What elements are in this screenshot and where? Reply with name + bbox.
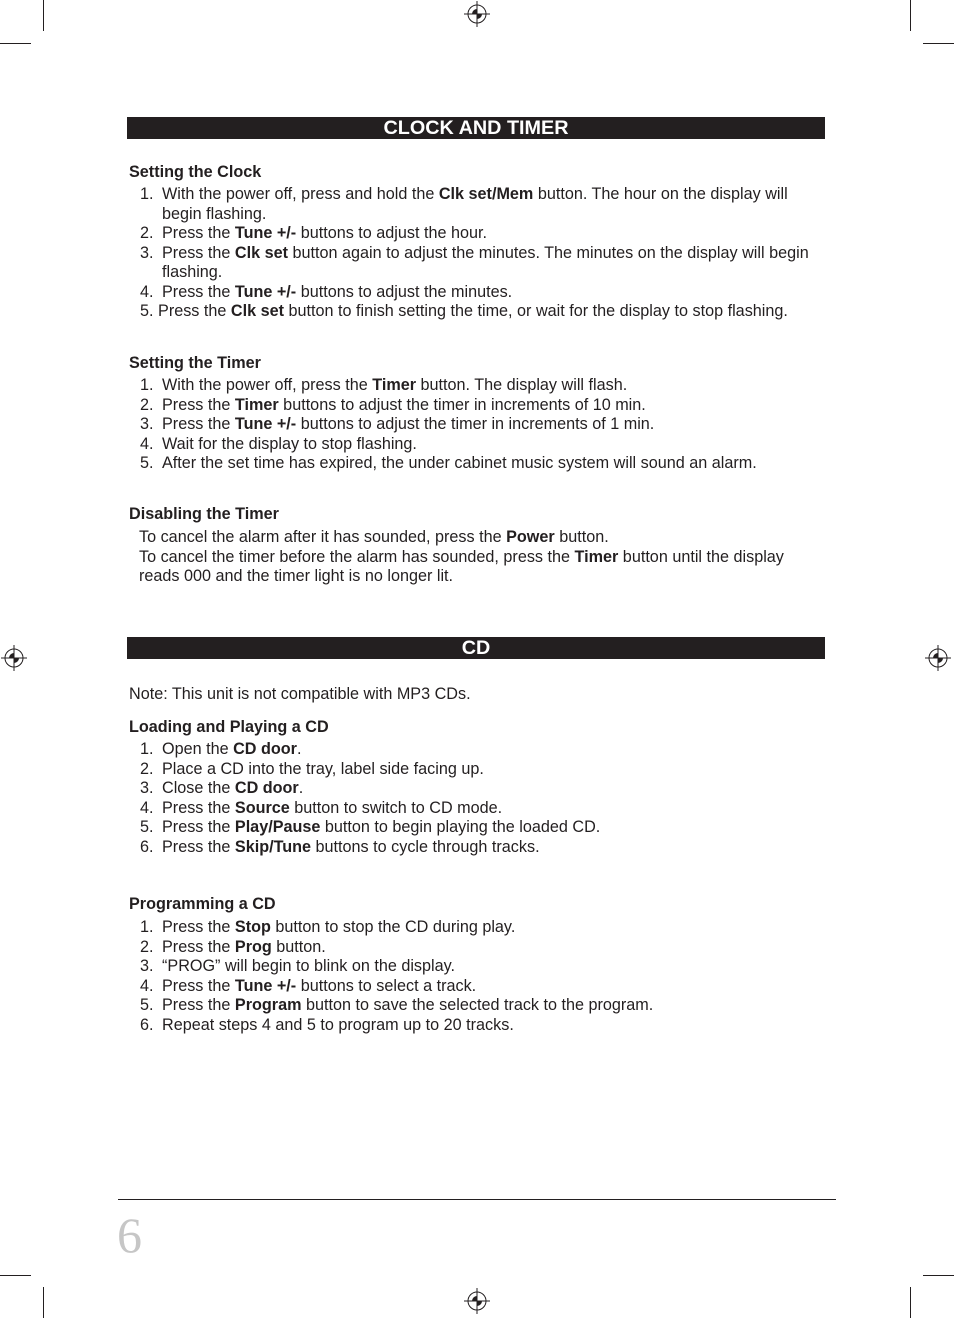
step-text-part: Close the bbox=[162, 779, 235, 797]
crop-mark bbox=[43, 1287, 44, 1318]
step-number: 1. bbox=[140, 918, 154, 936]
control-name: Source bbox=[234, 798, 290, 817]
step-number: 6. bbox=[140, 837, 154, 856]
list-item bbox=[140, 283, 818, 303]
steps-list bbox=[140, 376, 818, 474]
step-text-part: Press the bbox=[162, 798, 235, 817]
paragraph-text-part: button. bbox=[554, 528, 609, 546]
registration-mark-icon bbox=[1, 645, 27, 671]
control-name: Tune +/- bbox=[234, 976, 297, 995]
step-text bbox=[162, 224, 818, 244]
control-name: Clk set/Mem bbox=[438, 185, 534, 203]
step-text-part: button. bbox=[271, 937, 326, 956]
step-text-part: Press the bbox=[162, 224, 235, 242]
step-number: 5. bbox=[140, 996, 154, 1014]
step-number: 2. bbox=[140, 395, 154, 414]
list-item bbox=[140, 1016, 818, 1036]
step-text: After the set time has expired, the under cabinet music system will sound an alarm. bbox=[162, 454, 757, 472]
list-item bbox=[140, 977, 818, 997]
step-text-part: Press the bbox=[162, 415, 235, 433]
step-text-part: Press the bbox=[162, 918, 235, 936]
footer-rule bbox=[118, 1199, 836, 1200]
crop-mark bbox=[0, 1275, 31, 1276]
crop-mark bbox=[923, 43, 954, 44]
step-text-part: With the power off, press the bbox=[162, 376, 373, 394]
step-text-part: buttons to adjust the timer in increments of 1 min. bbox=[296, 415, 655, 433]
list-item bbox=[140, 760, 818, 780]
section-title: CLOCK AND TIMER bbox=[383, 117, 569, 139]
step-text-part: buttons to select a track. bbox=[296, 976, 477, 995]
step-text bbox=[162, 818, 818, 838]
step-text bbox=[162, 396, 818, 416]
compatibility-note: Note: This unit is not compatible with MP3 CDs. bbox=[129, 685, 471, 703]
control-name: Tune +/- bbox=[234, 415, 297, 433]
step-text bbox=[162, 838, 818, 858]
list-item bbox=[140, 224, 818, 244]
step-text-part: button to finish setting the time, or wait for the display to stop flashing. bbox=[284, 302, 788, 320]
step-text: Repeat steps 4 and 5 to program up to 20 tracks. bbox=[162, 1015, 514, 1034]
step-number: 4. bbox=[140, 798, 154, 817]
step-number: 2. bbox=[140, 759, 154, 778]
instructions-text bbox=[139, 528, 818, 587]
step-text-part: button again to adjust the minutes. The minutes on the display will begin flashing. bbox=[162, 243, 809, 281]
section-title: CD bbox=[461, 637, 491, 659]
step-text-part: buttons to adjust the hour. bbox=[296, 224, 487, 242]
control-name: Clk set bbox=[230, 302, 284, 320]
step-number: 1. bbox=[140, 740, 154, 758]
step-text-part: button. The hour on the display will begin flashing. bbox=[162, 185, 788, 223]
paragraph-text-part: button until the display reads 000 and the timer light is no longer lit. bbox=[139, 547, 784, 585]
step-text-part: button to stop the CD during play. bbox=[270, 918, 516, 936]
control-name: Power bbox=[506, 528, 555, 546]
subsection-heading: Disabling the Timer bbox=[129, 505, 279, 523]
list-item bbox=[140, 799, 818, 819]
step-text-part: button to save the selected track to the program. bbox=[301, 996, 654, 1014]
step-text bbox=[158, 302, 788, 320]
control-name: Tune +/- bbox=[234, 224, 297, 242]
subsection-heading: Programming a CD bbox=[129, 895, 276, 913]
steps-list bbox=[140, 918, 818, 1035]
step-text: Wait for the display to stop flashing. bbox=[162, 434, 417, 453]
step-text: “PROG” will begin to blink on the display. bbox=[162, 957, 456, 975]
step-text bbox=[162, 740, 818, 760]
list-item bbox=[140, 435, 818, 455]
list-item bbox=[140, 454, 818, 474]
list-item bbox=[140, 779, 818, 799]
steps-list bbox=[140, 740, 818, 857]
step-text-part: Press the bbox=[162, 243, 235, 262]
list-item bbox=[140, 185, 818, 224]
step-text bbox=[162, 376, 818, 396]
crop-mark bbox=[43, 0, 44, 31]
step-text bbox=[162, 779, 818, 799]
step-number: 3. bbox=[140, 415, 154, 433]
list-item bbox=[140, 740, 818, 760]
registration-mark-icon bbox=[464, 1, 490, 27]
step-text-part: With the power off, press and hold the bbox=[162, 185, 439, 203]
control-name: Tune +/- bbox=[234, 282, 297, 301]
steps-list bbox=[140, 185, 818, 322]
step-text-part: buttons to cycle through tracks. bbox=[311, 837, 540, 856]
step-text-part: Open the bbox=[162, 740, 234, 758]
control-name: CD door bbox=[233, 740, 297, 758]
list-item bbox=[140, 818, 818, 838]
step-number: 5. bbox=[140, 454, 154, 472]
step-text-part: Press the bbox=[162, 818, 235, 836]
step-text bbox=[162, 244, 818, 283]
step-text bbox=[162, 799, 818, 819]
step-number: 2. bbox=[140, 224, 154, 242]
step-number: 5. bbox=[140, 818, 154, 836]
list-item bbox=[140, 938, 818, 958]
list-item bbox=[140, 376, 818, 396]
step-text bbox=[162, 415, 818, 435]
control-name: Timer bbox=[234, 395, 279, 414]
registration-mark-icon bbox=[464, 1288, 490, 1314]
registration-mark-icon bbox=[925, 645, 951, 671]
control-name: Prog bbox=[234, 937, 272, 956]
step-text-part: . bbox=[296, 740, 302, 758]
paragraph-text-part: To cancel the alarm after it has sounded, press the bbox=[139, 528, 507, 546]
step-number: 6. bbox=[140, 1015, 154, 1034]
step-number: 3. bbox=[140, 779, 154, 797]
crop-mark bbox=[910, 1287, 911, 1318]
step-text-part: Press the bbox=[162, 282, 235, 301]
control-name: Timer bbox=[574, 547, 619, 566]
step-text-part: buttons to adjust the minutes. bbox=[296, 282, 513, 301]
control-name: CD door bbox=[234, 779, 299, 797]
list-item bbox=[140, 396, 818, 416]
step-number: 4. bbox=[140, 434, 154, 453]
step-text-part: Press the bbox=[162, 837, 235, 856]
list-item bbox=[140, 415, 818, 435]
step-number: 1. bbox=[140, 185, 154, 203]
crop-mark bbox=[910, 0, 911, 31]
paragraph bbox=[139, 548, 818, 587]
step-text-part: Press the bbox=[162, 395, 235, 414]
subsection-heading: Setting the Timer bbox=[129, 354, 261, 372]
step-text bbox=[162, 918, 818, 938]
step-number: 1. bbox=[140, 376, 154, 394]
control-name: Program bbox=[234, 996, 302, 1014]
step-text bbox=[162, 938, 818, 958]
step-number: 3. bbox=[140, 243, 154, 262]
subsection-heading: Loading and Playing a CD bbox=[129, 718, 329, 736]
step-text-part: button to switch to CD mode. bbox=[289, 798, 503, 817]
control-name: Clk set bbox=[234, 243, 288, 262]
step-number: 3. bbox=[140, 957, 154, 975]
page-number: 6 bbox=[117, 1207, 142, 1263]
list-item bbox=[140, 244, 818, 283]
control-name: Play/Pause bbox=[234, 818, 321, 836]
step-text bbox=[162, 185, 818, 224]
step-number: 5. bbox=[140, 302, 154, 320]
crop-mark bbox=[0, 43, 31, 44]
section-header-bar bbox=[127, 117, 825, 139]
step-text bbox=[162, 977, 818, 997]
control-name: Skip/Tune bbox=[234, 837, 312, 856]
step-text-part: Press the bbox=[162, 996, 235, 1014]
paragraph bbox=[139, 528, 818, 548]
step-text-part: Press the bbox=[162, 976, 235, 995]
step-text: Place a CD into the tray, label side facing up. bbox=[162, 759, 484, 778]
list-item bbox=[140, 957, 818, 977]
step-number: 4. bbox=[140, 282, 154, 301]
paragraph-text-part: To cancel the timer before the alarm has sounded, press the bbox=[139, 547, 575, 566]
crop-mark bbox=[923, 1275, 954, 1276]
step-text-part: button to begin playing the loaded CD. bbox=[320, 818, 601, 836]
control-name: Stop bbox=[234, 918, 271, 936]
list-item bbox=[140, 838, 818, 858]
list-item bbox=[140, 996, 818, 1016]
step-number: 2. bbox=[140, 937, 154, 956]
step-text-part: . bbox=[298, 779, 304, 797]
list-item bbox=[140, 302, 818, 322]
step-text-part: Press the bbox=[162, 937, 235, 956]
step-text bbox=[162, 283, 818, 303]
step-text-part: buttons to adjust the timer in increments of 10 min. bbox=[278, 395, 646, 414]
step-number: 4. bbox=[140, 976, 154, 995]
control-name: Timer bbox=[372, 376, 417, 394]
subsection-heading: Setting the Clock bbox=[129, 163, 262, 181]
step-text-part: Press the bbox=[158, 302, 231, 320]
section-header-bar bbox=[127, 637, 825, 659]
list-item bbox=[140, 918, 818, 938]
step-text bbox=[162, 996, 818, 1016]
step-text-part: button. The display will flash. bbox=[416, 376, 628, 394]
